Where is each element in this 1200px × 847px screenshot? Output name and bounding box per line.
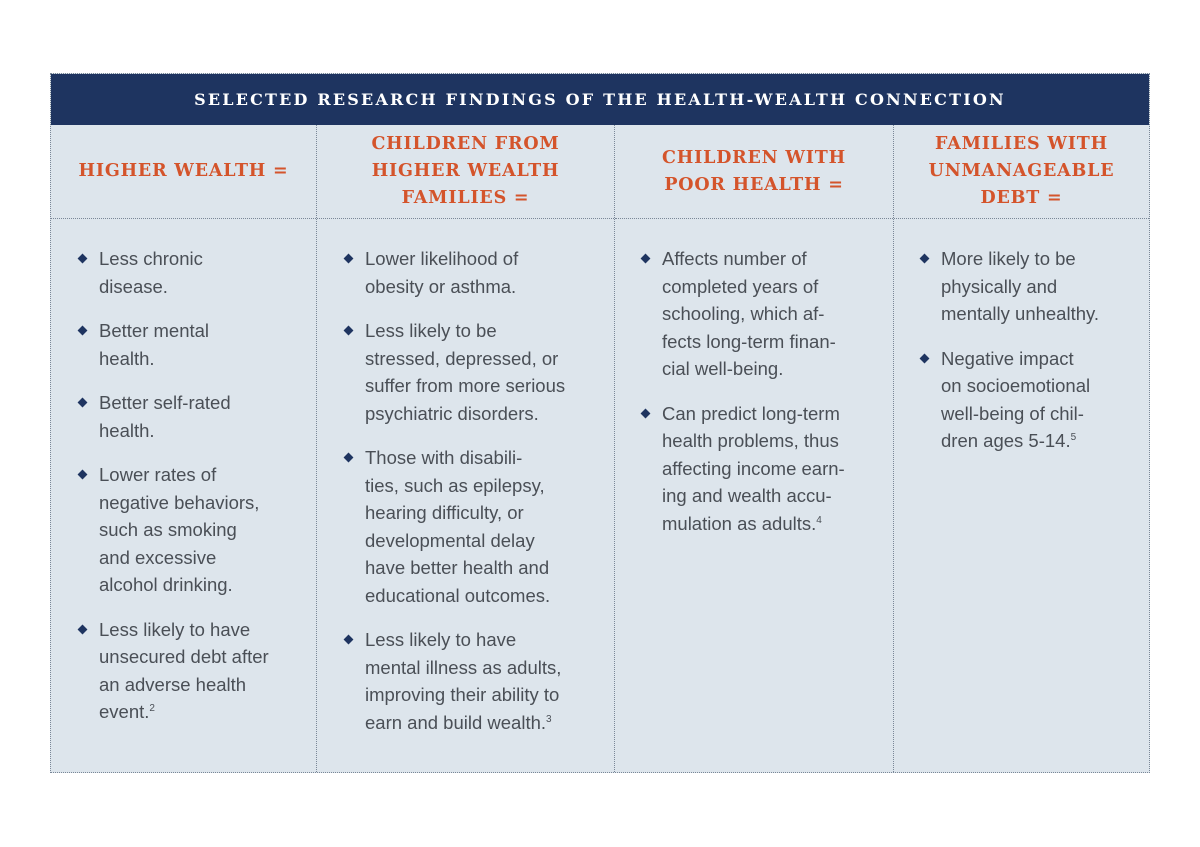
- diamond-bullet-icon: [344, 254, 354, 264]
- diamond-bullet-icon: [78, 470, 88, 480]
- finding-item: [51, 461, 306, 599]
- finding-text-line: affecting income earn-: [662, 457, 845, 479]
- column-header-label: FAMILIES WITH UNMANAGEABLE DEBT =: [928, 134, 1115, 208]
- finding-text-line: Better mental: [99, 320, 210, 341]
- finding-text-line: [365, 709, 604, 737]
- column-header: [894, 125, 1149, 219]
- diamond-bullet-icon: [78, 254, 88, 264]
- finding-item: [317, 245, 604, 300]
- finding-text-line: mentally unhealthy.: [941, 303, 1100, 324]
- finding-item: [51, 389, 306, 444]
- footnote-marker: 3: [546, 713, 552, 725]
- findings-list: [51, 219, 316, 726]
- finding-text-line: Less likely to have: [99, 618, 251, 640]
- diamond-bullet-icon: [344, 453, 354, 463]
- finding-item: [615, 245, 883, 383]
- findings-list: [615, 219, 893, 537]
- finding-text-line: fects long-term finan-: [662, 330, 836, 352]
- findings-list: [894, 219, 1149, 455]
- diamond-bullet-icon: [641, 408, 651, 418]
- finding-text-line: Can predict long-term: [662, 402, 840, 424]
- finding-text-line: Lower rates of: [99, 464, 217, 485]
- finding-text-line: [662, 510, 883, 538]
- column-header: [615, 125, 893, 219]
- finding-item: [894, 245, 1139, 328]
- findings-list: [317, 219, 614, 736]
- finding-text-line: Lower likelihood of: [365, 248, 519, 269]
- finding-text-line: educational outcomes.: [365, 584, 551, 606]
- column-children-higher-wealth: [316, 125, 614, 772]
- footnote-marker: 2: [149, 703, 155, 714]
- finding-text-line: schooling, which af-: [662, 303, 825, 324]
- finding-text-line: physically and: [941, 275, 1058, 297]
- finding-text-line: ing and wealth accu-: [662, 485, 832, 506]
- finding-item: [894, 345, 1139, 455]
- finding-text-line: stressed, depressed, or: [365, 347, 559, 369]
- finding-text: dren ages 5-14.: [941, 430, 1071, 451]
- finding-text-line: ties, such as epilepsy,: [365, 474, 545, 496]
- column-header: [317, 125, 614, 219]
- finding-text-line: psychiatric disorders.: [365, 402, 539, 424]
- finding-text-line: an adverse health: [99, 673, 247, 695]
- finding-text-line: Less chronic: [99, 248, 203, 269]
- finding-text-line: More likely to be: [941, 248, 1076, 269]
- diamond-bullet-icon: [344, 635, 354, 645]
- finding-text-line: Affects number of: [662, 248, 807, 269]
- finding-item: [51, 317, 306, 372]
- finding-text: earn and build wealth.: [365, 711, 547, 733]
- footnote-marker: 5: [1070, 432, 1077, 443]
- diamond-bullet-icon: [920, 353, 930, 363]
- findings-table: [50, 73, 1150, 773]
- finding-text-line: [99, 698, 306, 726]
- finding-text-line: obesity or asthma.: [365, 275, 517, 297]
- finding-item: [317, 317, 604, 427]
- finding-text-line: such as smoking: [99, 519, 237, 540]
- column-header-label: CHILDREN WITH POOR HEALTH =: [662, 147, 846, 195]
- finding-item: [51, 616, 306, 726]
- diamond-bullet-icon: [344, 326, 354, 336]
- finding-text: mulation as adults.: [662, 512, 817, 534]
- column-header-label: HIGHER WEALTH =: [78, 161, 289, 181]
- diamond-bullet-icon: [641, 254, 651, 264]
- column-header-label: CHILDREN FROM HIGHER WEALTH FAMILIES =: [371, 134, 560, 208]
- finding-item: [317, 444, 604, 609]
- finding-text-line: improving their ability to: [365, 684, 560, 705]
- finding-text-line: completed years of: [662, 275, 819, 297]
- diamond-bullet-icon: [78, 398, 88, 408]
- finding-item: [51, 245, 306, 300]
- finding-text-line: disease.: [99, 275, 168, 297]
- finding-text-line: developmental delay: [365, 529, 535, 551]
- finding-text-line: have better health and: [365, 557, 550, 578]
- finding-text: event.: [99, 701, 150, 722]
- diamond-bullet-icon: [78, 624, 88, 634]
- finding-text-line: [941, 427, 1139, 455]
- table-title: SELECTED RESEARCH FINDINGS OF THE HEALTH-WEALTH CONNECTION: [51, 74, 1149, 125]
- finding-text-line: Those with disabili-: [365, 447, 523, 468]
- finding-text-line: unsecured debt after: [99, 646, 269, 667]
- finding-text-line: Less likely to be: [365, 320, 497, 341]
- finding-text-line: alcohol drinking.: [99, 574, 233, 595]
- finding-text-line: well-being of chil-: [941, 402, 1084, 424]
- diamond-bullet-icon: [920, 254, 930, 264]
- finding-text-line: hearing difficulty, or: [365, 502, 524, 523]
- finding-item: [615, 400, 883, 538]
- column-higher-wealth: [51, 125, 316, 772]
- diamond-bullet-icon: [78, 326, 88, 336]
- finding-text-line: Better self-rated: [99, 392, 231, 413]
- finding-item: [317, 626, 604, 736]
- column-unmanageable-debt: [893, 125, 1149, 772]
- column-header: [51, 125, 316, 219]
- finding-text-line: Less likely to have: [365, 629, 517, 650]
- finding-text-line: negative behaviors,: [99, 491, 260, 513]
- finding-text-line: suffer from more serious: [365, 375, 566, 396]
- finding-text-line: and excessive: [99, 546, 217, 568]
- finding-text-line: health.: [99, 419, 155, 441]
- finding-text-line: health.: [99, 347, 155, 369]
- footnote-marker: 4: [816, 514, 822, 526]
- finding-text-line: on socioemotional: [941, 375, 1091, 396]
- column-children-poor-health: [614, 125, 893, 772]
- finding-text-line: mental illness as adults,: [365, 656, 562, 678]
- finding-text-line: Negative impact: [941, 347, 1074, 369]
- finding-text-line: cial well-being.: [662, 358, 784, 379]
- finding-text-line: health problems, thus: [662, 430, 839, 451]
